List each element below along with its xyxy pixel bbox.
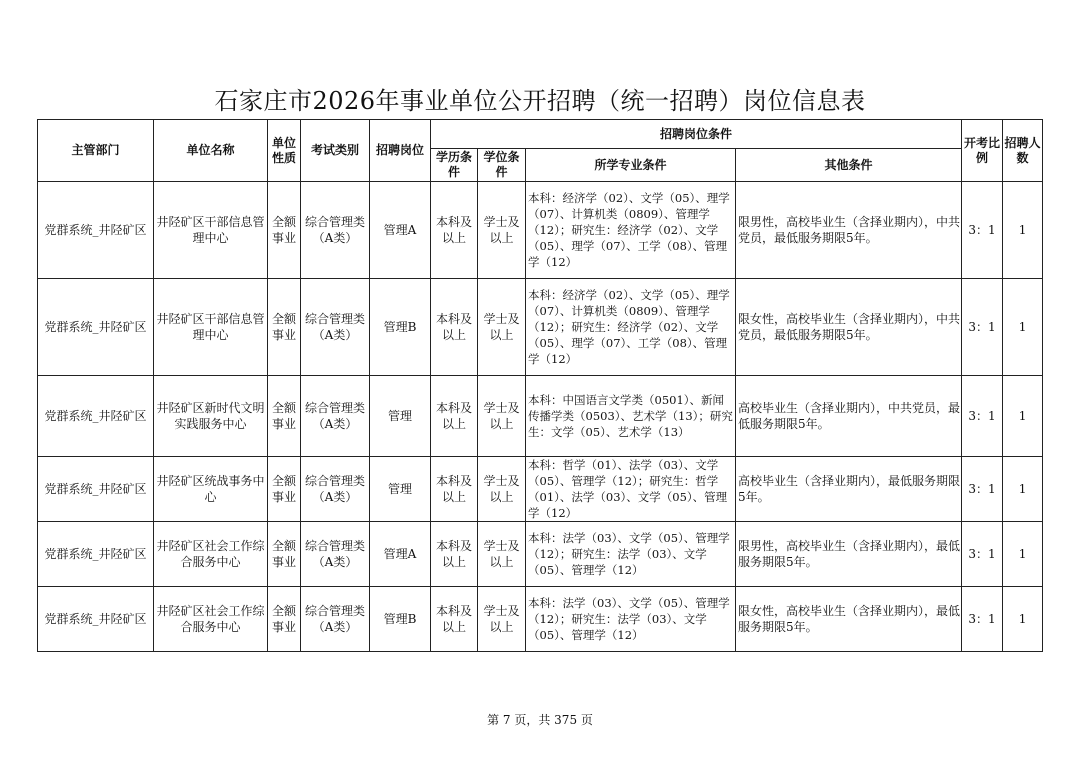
cell-exam: 综合管理类（A类）: [301, 279, 370, 376]
page-title: 石家庄市2026年事业单位公开招聘（统一招聘）岗位信息表: [214, 87, 866, 115]
cell-other: 限女性，高校毕业生（含择业期内），最低服务期限5年。: [736, 587, 962, 652]
cell-ratio: 3：1: [962, 279, 1003, 376]
cell-post: 管理: [370, 457, 431, 522]
header-ratio: 开考比例: [962, 120, 1003, 182]
cell-dept: 党群系统_井陉矿区: [38, 182, 154, 279]
header-other: 其他条件: [736, 149, 962, 182]
cell-post: 管理B: [370, 587, 431, 652]
cell-edu: 本科及以上: [431, 182, 478, 279]
cell-unit: 井陉矿区社会工作综合服务中心: [154, 587, 268, 652]
cell-nature: 全额事业: [268, 587, 301, 652]
cell-other: 限男性，高校毕业生（含择业期内），最低服务期限5年。: [736, 522, 962, 587]
cell-post: 管理: [370, 376, 431, 457]
cell-edu: 本科及以上: [431, 522, 478, 587]
cell-other: 限男性，高校毕业生（含择业期内），中共党员，最低服务期限5年。: [736, 182, 962, 279]
cell-dept: 党群系统_井陉矿区: [38, 457, 154, 522]
table-row: [38, 587, 1043, 652]
cell-major: 本科：中国语言文学类（0501）、新闻传播学类（0503）、艺术学（13）；研究生：文学（05）、艺术学（13）: [526, 376, 736, 457]
cell-count: 1: [1003, 182, 1043, 279]
cell-exam: 综合管理类（A类）: [301, 376, 370, 457]
cell-dept: 党群系统_井陉矿区: [38, 587, 154, 652]
page-number-footer: 第 7 页，共 375 页: [487, 713, 593, 727]
table-row: [38, 522, 1043, 587]
cell-exam: 综合管理类（A类）: [301, 587, 370, 652]
cell-count: 1: [1003, 522, 1043, 587]
table-row: [38, 279, 1043, 376]
cell-other: 高校毕业生（含择业期内），最低服务期限5年。: [736, 457, 962, 522]
cell-unit: 井陉矿区统战事务中心: [154, 457, 268, 522]
cell-edu: 本科及以上: [431, 587, 478, 652]
cell-edu: 本科及以上: [431, 376, 478, 457]
cell-exam: 综合管理类（A类）: [301, 182, 370, 279]
cell-exam: 综合管理类（A类）: [301, 457, 370, 522]
cell-degree: 学士及以上: [478, 587, 526, 652]
header-conditions: 招聘岗位条件: [431, 120, 962, 149]
cell-unit: 井陉矿区干部信息管理中心: [154, 182, 268, 279]
cell-major: 本科：经济学（02）、文学（05）、理学（07）、计算机类（0809）、管理学（12）；研究生：经济学（02）、文学（05）、理学（07）、工学（08）、管理学（12）: [526, 182, 736, 279]
header-unit: 单位名称: [154, 120, 268, 182]
cell-unit: 井陉矿区干部信息管理中心: [154, 279, 268, 376]
cell-ratio: 3：1: [962, 182, 1003, 279]
cell-count: 1: [1003, 457, 1043, 522]
cell-count: 1: [1003, 587, 1043, 652]
header-degree: 学位条件: [478, 149, 526, 182]
header-major: 所学专业条件: [526, 149, 736, 182]
cell-nature: 全额事业: [268, 457, 301, 522]
cell-dept: 党群系统_井陉矿区: [38, 279, 154, 376]
cell-other: 高校毕业生（含择业期内），中共党员，最低服务期限5年。: [736, 376, 962, 457]
cell-major: 本科：哲学（01）、法学（03）、文学（05）、管理学（12）；研究生：哲学（01）、法学（03）、文学（05）、管理学（12）: [526, 457, 736, 522]
cell-degree: 学士及以上: [478, 457, 526, 522]
cell-nature: 全额事业: [268, 279, 301, 376]
cell-degree: 学士及以上: [478, 522, 526, 587]
header-exam: 考试类别: [301, 120, 370, 182]
cell-unit: 井陉矿区社会工作综合服务中心: [154, 522, 268, 587]
cell-count: 1: [1003, 376, 1043, 457]
cell-dept: 党群系统_井陉矿区: [38, 522, 154, 587]
cell-unit: 井陉矿区新时代文明实践服务中心: [154, 376, 268, 457]
cell-degree: 学士及以上: [478, 279, 526, 376]
table-row: [38, 376, 1043, 457]
cell-ratio: 3：1: [962, 522, 1003, 587]
cell-post: 管理A: [370, 182, 431, 279]
cell-count: 1: [1003, 279, 1043, 376]
cell-nature: 全额事业: [268, 376, 301, 457]
header-nature: 单位性质: [268, 120, 301, 182]
cell-major: 本科：法学（03）、文学（05）、管理学（12）；研究生：法学（03）、文学（05）、管理学（12）: [526, 587, 736, 652]
header-count: 招聘人数: [1003, 120, 1043, 182]
cell-post: 管理A: [370, 522, 431, 587]
cell-major: 本科：经济学（02）、文学（05）、理学（07）、计算机类（0809）、管理学（12）；研究生：经济学（02）、文学（05）、理学（07）、工学（08）、管理学（12）: [526, 279, 736, 376]
cell-edu: 本科及以上: [431, 457, 478, 522]
cell-degree: 学士及以上: [478, 182, 526, 279]
header-dept: 主管部门: [38, 120, 154, 182]
table-row: [38, 457, 1043, 522]
cell-degree: 学士及以上: [478, 376, 526, 457]
cell-ratio: 3：1: [962, 376, 1003, 457]
cell-edu: 本科及以上: [431, 279, 478, 376]
table-row: [38, 182, 1043, 279]
cell-major: 本科：法学（03）、文学（05）、管理学（12）；研究生：法学（03）、文学（05）、管理学（12）: [526, 522, 736, 587]
cell-post: 管理B: [370, 279, 431, 376]
cell-dept: 党群系统_井陉矿区: [38, 376, 154, 457]
cell-other: 限女性，高校毕业生（含择业期内），中共党员，最低服务期限5年。: [736, 279, 962, 376]
cell-ratio: 3：1: [962, 587, 1003, 652]
cell-ratio: 3：1: [962, 457, 1003, 522]
header-post: 招聘岗位: [370, 120, 431, 182]
header-edu: 学历条件: [431, 149, 478, 182]
cell-exam: 综合管理类（A类）: [301, 522, 370, 587]
job-info-table: [37, 119, 1043, 652]
cell-nature: 全额事业: [268, 182, 301, 279]
cell-nature: 全额事业: [268, 522, 301, 587]
